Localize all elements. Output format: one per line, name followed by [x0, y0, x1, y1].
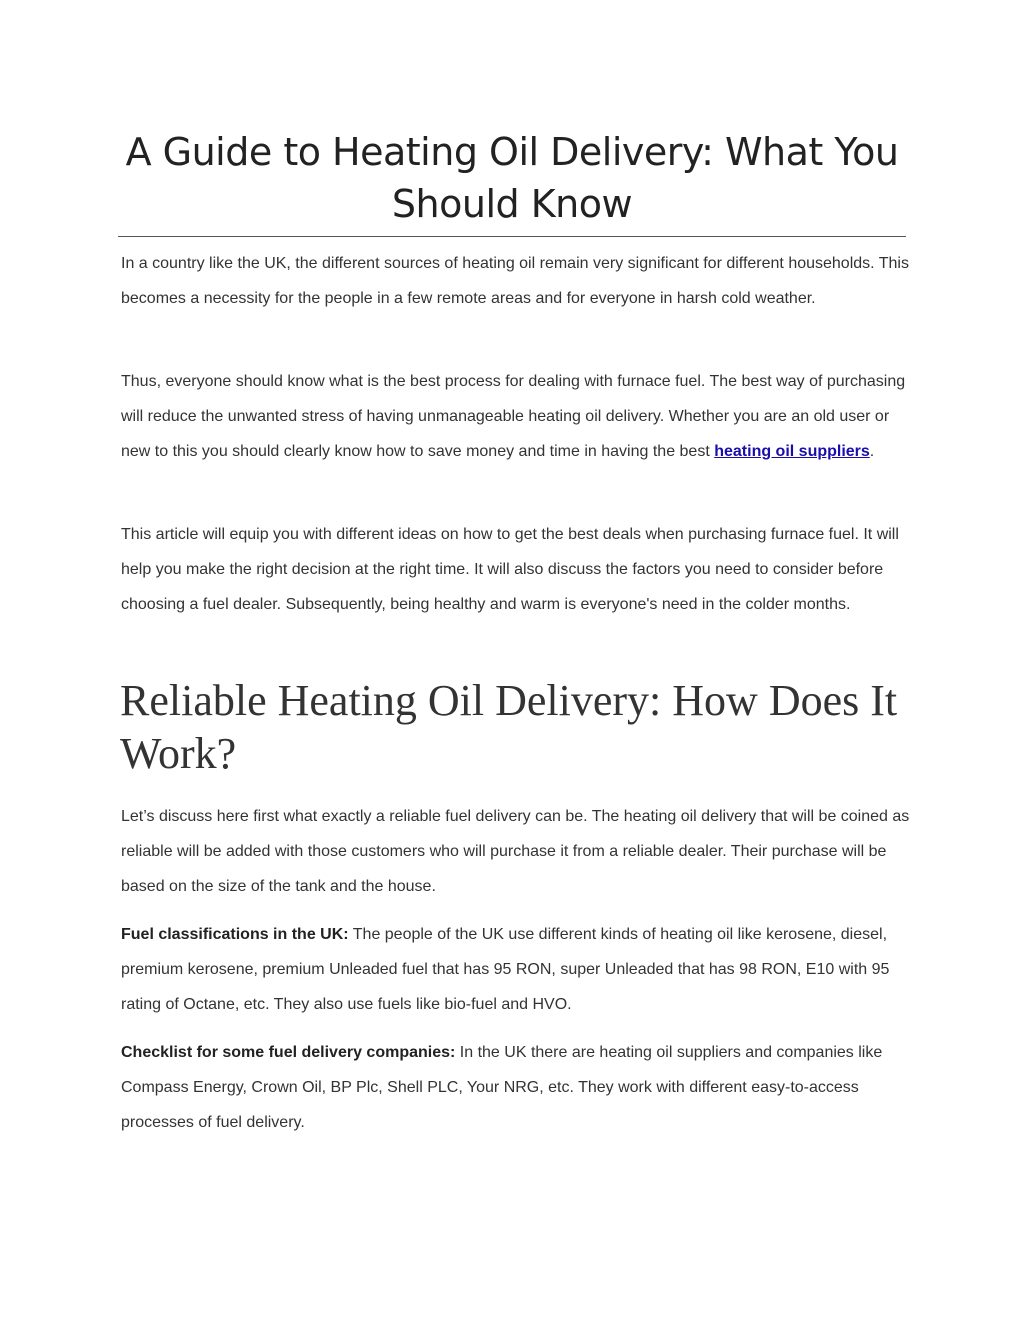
fuel-classifications-label: Fuel classifications in the UK: [121, 926, 349, 943]
intro-paragraph: In a country like the UK, the different sources of heating oil remain very significant for different households. This becomes a necessity for the people in a few remote areas and for everyone in harsh cold weather. [121, 255, 909, 307]
page-title: A Guide to Heating Oil Delivery: What You Should Know [125, 130, 899, 226]
paragraph-delivery-companies [121, 1035, 911, 1140]
delivery-companies-text: In the UK there are heating oil suppliers and companies like Compass Energy, Crown Oil, BP Plc, Shell PLC, Your NRG, etc. They work with different easy-to-access processes of fuel delivery. [121, 1044, 883, 1131]
paragraph-purchasing-end: . [869, 443, 875, 460]
title-divider [118, 236, 906, 237]
fuel-classifications-text: The people of the UK use different kinds of heating oil like kerosene, diesel, premium kerosene, premium Unleaded fuel that has 95 RON, super Unleaded that has 98 RON, E10 with 95 rating of Octane, etc. They also use fuels like bio-fuel and HVO. [121, 926, 890, 1013]
paragraph-purchasing [121, 364, 911, 469]
heating-oil-suppliers-link[interactable]: heating oil suppliers [714, 443, 870, 460]
paragraph-fuel-classifications [121, 917, 911, 1022]
delivery-companies-label: Checklist for some fuel delivery companies: [121, 1044, 456, 1061]
paragraph-article-overview: This article will equip you with different ideas on how to get the best deals when purchasing furnace fuel. It will help you make the right decision at the right time. It will also discuss the factors you need to consider before choosing a fuel dealer. Subsequently, being healthy and warm is everyone's need in the colder months. [121, 526, 899, 613]
paragraph-purchasing-text: Thus, everyone should know what is the best process for dealing with furnace fuel. The best way of purchasing will reduce the unwanted stress of having unmanageable heating oil delivery. Whether you are an old user or new to this you should clearly know how to save money and time in having the best [121, 373, 906, 460]
section-heading: Reliable Heating Oil Delivery: How Does It Work? [120, 676, 898, 778]
paragraph-reliable-delivery: Let’s discuss here first what exactly a reliable fuel delivery can be. The heating oil delivery that will be coined as reliable will be added with those customers who will purchase it from a reliable dealer. Their purchase will be based on the size of the tank and the house. [121, 808, 910, 895]
